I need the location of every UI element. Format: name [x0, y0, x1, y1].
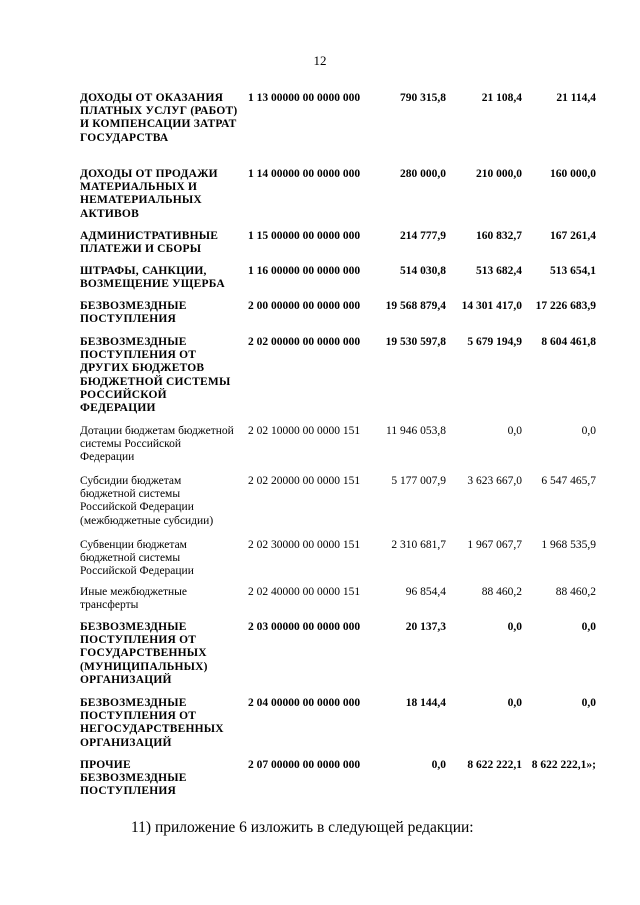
- row-name: БЕЗВОЗМЕЗДНЫЕ ПОСТУПЛЕНИЯ: [80, 300, 187, 326]
- row-code: 2 02 10000 00 0000 151: [248, 425, 361, 437]
- row-code: 1 14 00000 00 0000 000: [248, 168, 361, 180]
- row-code: 2 02 30000 00 0000 151: [248, 539, 361, 551]
- row-name: ДОХОДЫ ОТ ОКАЗАНИЯ ПЛАТНЫХ УСЛУГ (РАБОТ) И КОМПЕНСАЦИИ ЗАТРАТ ГОСУДАРСТВА: [80, 92, 238, 144]
- amendment-paragraph: 11) приложение 6 изложить в следующей редакции:: [131, 819, 474, 836]
- row-value-1: 5 177 007,9: [391, 475, 446, 487]
- row-value-2: 8 622 222,1: [467, 759, 522, 771]
- row-name: БЕЗВОЗМЕЗДНЫЕ ПОСТУПЛЕНИЯ ОТ ГОСУДАРСТВЕННЫХ (МУНИЦИПАЛЬНЫХ) ОРГАНИЗАЦИЙ: [80, 621, 208, 686]
- row-name: Дотации бюджетам бюджетной системы Российской Федерации: [80, 425, 234, 464]
- row-value-3: 0,0: [581, 697, 596, 709]
- row-name: ШТРАФЫ, САНКЦИИ, ВОЗМЕЩЕНИЕ УЩЕРБА: [80, 265, 225, 291]
- row-code: 2 02 20000 00 0000 151: [248, 475, 361, 487]
- row-value-1: 19 530 597,8: [385, 336, 446, 348]
- row-code: 2 02 00000 00 0000 000: [248, 336, 361, 348]
- row-value-1: 790 315,8: [400, 92, 446, 104]
- row-value-2: 210 000,0: [476, 168, 522, 180]
- row-value-3: 167 261,4: [550, 230, 596, 242]
- row-value-2: 3 623 667,0: [467, 475, 522, 487]
- row-value-3: 1 968 535,9: [541, 539, 596, 551]
- row-name: Субвенции бюджетам бюджетной системы Российской Федерации: [80, 539, 194, 578]
- row-value-1: 214 777,9: [400, 230, 446, 242]
- row-value-3: 6 547 465,7: [541, 475, 596, 487]
- row-value-3: 513 654,1: [550, 265, 596, 277]
- row-name: АДМИНИСТРАТИВНЫЕ ПЛАТЕЖИ И СБОРЫ: [80, 230, 219, 256]
- row-value-3: 21 114,4: [556, 92, 596, 104]
- row-value-2: 5 679 194,9: [467, 336, 522, 348]
- row-value-2: 1 967 067,7: [467, 539, 522, 551]
- row-value-1: 19 568 879,4: [385, 300, 446, 312]
- row-value-1: 280 000,0: [400, 168, 446, 180]
- row-code: 2 00 00000 00 0000 000: [248, 300, 361, 312]
- row-name: БЕЗВОЗМЕЗДНЫЕ ПОСТУПЛЕНИЯ ОТ НЕГОСУДАРСТВЕННЫХ ОРГАНИЗАЦИЙ: [80, 697, 224, 749]
- row-value-1: 0,0: [431, 759, 446, 771]
- row-name: Субсидии бюджетам бюджетной системы Российской Федерации (межбюджетные субсидии): [80, 475, 214, 527]
- row-value-1: 2 310 681,7: [391, 539, 446, 551]
- row-value-3: 0,0: [581, 621, 596, 633]
- row-value-2: 513 682,4: [476, 265, 522, 277]
- page-number: 12: [313, 53, 327, 68]
- row-value-3: 0,0: [581, 425, 596, 437]
- row-value-1: 96 854,4: [405, 586, 446, 598]
- row-name: ПРОЧИЕ БЕЗВОЗМЕЗДНЫЕ ПОСТУПЛЕНИЯ: [80, 759, 187, 798]
- row-name: БЕЗВОЗМЕЗДНЫЕ ПОСТУПЛЕНИЯ ОТ ДРУГИХ БЮДЖЕТОВ БЮДЖЕТНОЙ СИСТЕМЫ РОССИЙСКОЙ ФЕДЕРАЦИИ: [80, 336, 231, 415]
- row-code: 2 07 00000 00 0000 000: [248, 759, 361, 771]
- row-code: 2 03 00000 00 0000 000: [248, 621, 361, 633]
- row-value-3: 160 000,0: [550, 168, 596, 180]
- row-value-2: 0,0: [507, 697, 522, 709]
- row-value-3: 8 622 222,1»;: [531, 759, 596, 771]
- row-value-2: 88 460,2: [481, 586, 522, 598]
- row-value-3: 8 604 461,8: [541, 336, 596, 348]
- row-value-1: 20 137,3: [405, 621, 446, 633]
- row-value-2: 160 832,7: [476, 230, 522, 242]
- row-code: 1 15 00000 00 0000 000: [248, 230, 361, 242]
- row-code: 2 04 00000 00 0000 000: [248, 697, 361, 709]
- row-value-1: 18 144,4: [405, 697, 446, 709]
- row-code: 1 13 00000 00 0000 000: [248, 92, 361, 104]
- row-code: 1 16 00000 00 0000 000: [248, 265, 361, 277]
- row-value-1: 514 030,8: [400, 265, 446, 277]
- row-code: 2 02 40000 00 0000 151: [248, 586, 361, 598]
- row-value-2: 0,0: [507, 621, 522, 633]
- row-value-3: 88 460,2: [555, 586, 596, 598]
- row-name: Иные межбюджетные трансферты: [80, 586, 187, 612]
- row-name: ДОХОДЫ ОТ ПРОДАЖИ МАТЕРИАЛЬНЫХ И НЕМАТЕРИАЛЬНЫХ АКТИВОВ: [80, 168, 218, 220]
- row-value-2: 0,0: [507, 425, 522, 437]
- row-value-1: 11 946 053,8: [386, 425, 446, 437]
- row-value-2: 21 108,4: [481, 92, 522, 104]
- row-value-3: 17 226 683,9: [535, 300, 596, 312]
- row-value-2: 14 301 417,0: [461, 300, 522, 312]
